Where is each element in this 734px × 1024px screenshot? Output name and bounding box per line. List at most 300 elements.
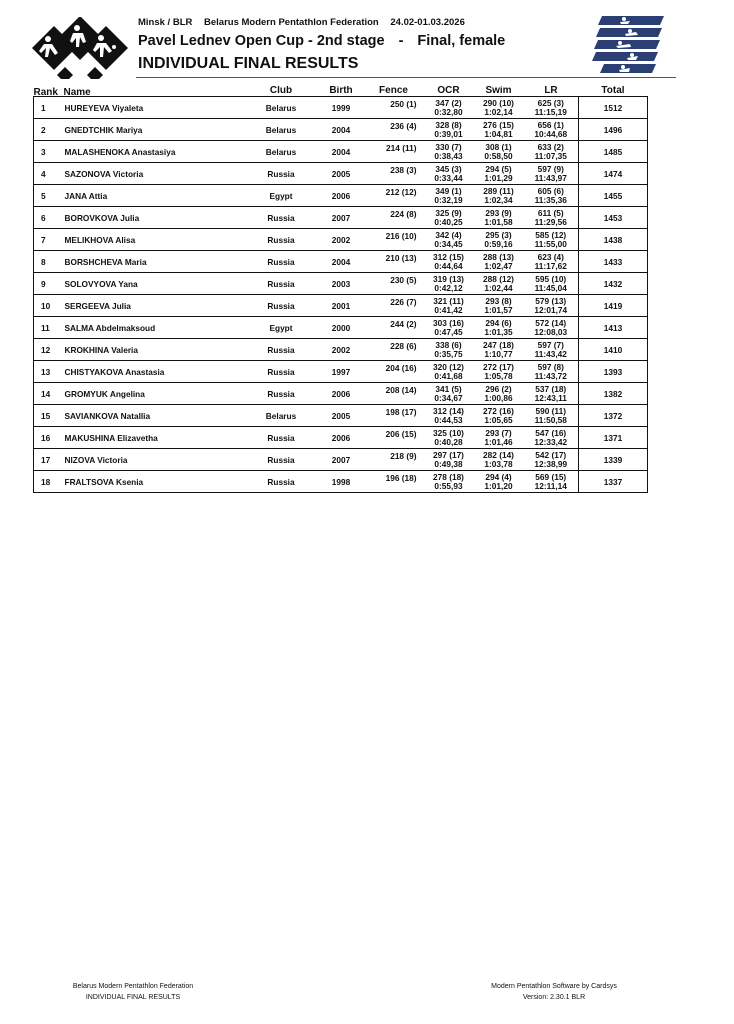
cell-lr xyxy=(524,361,579,383)
table-row xyxy=(34,119,648,141)
cell-rank: 8 xyxy=(34,251,64,273)
swim-points: 276 (15) xyxy=(483,120,514,130)
ocr-time: 0:32,80 xyxy=(434,106,463,117)
location: Minsk / BLR xyxy=(138,17,193,28)
table-row xyxy=(34,185,648,207)
col-header-fence: Fence xyxy=(364,86,424,97)
cell-fence: 238 (3) xyxy=(364,163,424,185)
footer-software: Modern Pentathlon Software by Cardsys xyxy=(491,983,617,990)
col-header-ocr: OCR xyxy=(424,86,474,97)
cell-ocr xyxy=(424,141,474,163)
cell-name: HUREYEVA Viyaleta xyxy=(64,97,244,119)
cell-ocr xyxy=(424,295,474,317)
swim-time: 1:05,78 xyxy=(484,370,513,381)
ocr-points: 303 (16) xyxy=(433,318,464,328)
ocr-points: 320 (12) xyxy=(433,362,464,372)
cell-ocr xyxy=(424,383,474,405)
cell-total: 1455 xyxy=(579,185,648,207)
cell-lr xyxy=(524,119,579,141)
table-row xyxy=(34,163,648,185)
cell-rank: 4 xyxy=(34,163,64,185)
table-row xyxy=(34,207,648,229)
table-row xyxy=(34,361,648,383)
cell-lr xyxy=(524,141,579,163)
table-row xyxy=(34,317,648,339)
col-header-lr: LR xyxy=(524,86,579,97)
cell-club: Russia xyxy=(244,449,319,471)
table-row xyxy=(34,273,648,295)
cell-swim xyxy=(474,361,524,383)
swim-time: 0:58,50 xyxy=(484,150,513,161)
swim-points: 288 (12) xyxy=(483,274,514,284)
ocr-points: 338 (6) xyxy=(435,340,462,350)
swim-time: 1:02,34 xyxy=(484,194,513,205)
swim-time: 1:03,78 xyxy=(484,458,513,469)
cell-name: SOLOVYOVA Yana xyxy=(64,273,244,295)
cell-club: Russia xyxy=(244,361,319,383)
lr-points: 633 (2) xyxy=(537,142,564,152)
lr-time: 11:43,97 xyxy=(534,172,567,183)
cell-rank: 1 xyxy=(34,97,64,119)
lr-points: 585 (12) xyxy=(535,230,567,240)
cell-club: Russia xyxy=(244,471,319,493)
ocr-points: 349 (1) xyxy=(435,186,462,196)
cell-birth: 2002 xyxy=(319,229,364,251)
col-header-club: Club xyxy=(244,86,319,97)
ocr-time: 0:39,01 xyxy=(434,128,463,139)
cell-rank: 16 xyxy=(34,427,64,449)
ocr-time: 0:47,45 xyxy=(434,326,463,337)
cell-total: 1410 xyxy=(579,339,648,361)
ocr-time: 0:44,53 xyxy=(434,414,463,425)
swim-time: 1:01,57 xyxy=(484,304,513,315)
cell-club: Russia xyxy=(244,163,319,185)
cell-club: Russia xyxy=(244,427,319,449)
cell-swim xyxy=(474,163,524,185)
lr-time: 10:44,68 xyxy=(534,128,568,139)
swim-points: 272 (16) xyxy=(483,406,514,416)
table-row xyxy=(34,427,648,449)
cell-name: JANA Attia xyxy=(64,185,244,207)
cell-swim xyxy=(474,471,524,493)
ocr-time: 0:34,45 xyxy=(434,238,463,249)
cell-lr xyxy=(524,383,579,405)
cell-lr xyxy=(524,273,579,295)
cell-name: MAKUSHINA Elizavetha xyxy=(64,427,244,449)
cell-club: Egypt xyxy=(244,317,319,339)
swim-time: 1:10,77 xyxy=(484,348,513,359)
lr-points: 590 (11) xyxy=(535,406,566,416)
col-header-name: Name xyxy=(64,86,244,97)
lr-time: 11:07,35 xyxy=(534,150,567,161)
cell-lr xyxy=(524,229,579,251)
cell-lr xyxy=(524,97,579,119)
cell-club: Russia xyxy=(244,229,319,251)
cell-ocr xyxy=(424,361,474,383)
swim-points: 294 (4) xyxy=(485,472,512,482)
cell-total: 1337 xyxy=(579,471,648,493)
footer-federation: Belarus Modern Pentathlon Federation xyxy=(72,983,194,990)
swim-points: 282 (14) xyxy=(483,450,514,460)
cell-fence: 210 (13) xyxy=(364,251,424,273)
lr-time: 11:35,36 xyxy=(534,194,567,205)
col-header-birth: Birth xyxy=(319,86,364,97)
footer-version: Version: 2.30.1 BLR xyxy=(522,994,586,1001)
ocr-points: 341 (5) xyxy=(435,384,462,394)
lr-time: 12:08,03 xyxy=(534,326,568,337)
cell-name: SAZONOVA Victoria xyxy=(64,163,244,185)
swim-time: 1:04,81 xyxy=(484,128,513,139)
ocr-points: 297 (17) xyxy=(433,450,464,460)
cell-ocr xyxy=(424,229,474,251)
cell-birth: 2006 xyxy=(319,427,364,449)
table-row xyxy=(34,97,648,119)
cell-club: Russia xyxy=(244,295,319,317)
cell-swim xyxy=(474,427,524,449)
lr-time: 12:33,42 xyxy=(534,436,568,447)
swim-points: 290 (10) xyxy=(483,98,514,108)
cell-fence: 204 (16) xyxy=(364,361,424,383)
federation-name: Belarus Modern Pentathlon Federation xyxy=(204,17,379,28)
ocr-points: 325 (9) xyxy=(435,208,462,218)
cell-club: Russia xyxy=(244,273,319,295)
ocr-points: 345 (3) xyxy=(435,164,462,174)
table-header-row xyxy=(34,86,648,97)
cell-ocr xyxy=(424,207,474,229)
cell-total: 1371 xyxy=(579,427,648,449)
cell-club: Belarus xyxy=(244,405,319,427)
cell-fence: 224 (8) xyxy=(364,207,424,229)
cell-rank: 13 xyxy=(34,361,64,383)
lr-time: 11:43,72 xyxy=(534,370,567,381)
cell-total: 1393 xyxy=(579,361,648,383)
cell-lr xyxy=(524,405,579,427)
swim-time: 1:02,44 xyxy=(484,282,513,293)
cell-club: Belarus xyxy=(244,97,319,119)
competition-name: Pavel Lednev Open Cup - 2nd stage xyxy=(138,33,385,49)
lr-time: 12:43,11 xyxy=(534,392,567,403)
event-name: Final, female xyxy=(417,33,506,49)
cell-rank: 14 xyxy=(34,383,64,405)
cell-total: 1339 xyxy=(579,449,648,471)
cell-name: GROMYUK Angelina xyxy=(64,383,244,405)
lr-time: 12:11,14 xyxy=(534,480,567,491)
lr-time: 11:55,00 xyxy=(534,238,567,249)
results-table xyxy=(33,86,648,493)
table-row xyxy=(34,229,648,251)
cell-club: Russia xyxy=(244,339,319,361)
cell-ocr xyxy=(424,185,474,207)
ocr-time: 0:34,67 xyxy=(434,392,463,403)
lr-time: 11:29,56 xyxy=(534,216,567,227)
cell-swim xyxy=(474,273,524,295)
cell-ocr xyxy=(424,339,474,361)
col-header-rank: Rank xyxy=(34,86,64,97)
cell-total: 1372 xyxy=(579,405,648,427)
cell-name: BORSHCHEVA Maria xyxy=(64,251,244,273)
cell-fence: 236 (4) xyxy=(364,119,424,141)
lr-time: 11:43,42 xyxy=(534,348,567,359)
competition-title xyxy=(138,33,505,49)
cell-total: 1474 xyxy=(579,163,648,185)
cell-swim xyxy=(474,405,524,427)
lr-time: 11:15,19 xyxy=(534,106,567,117)
cell-rank: 11 xyxy=(34,317,64,339)
swim-time: 1:02,14 xyxy=(484,106,513,117)
lr-time: 11:17,62 xyxy=(534,260,567,271)
cell-rank: 7 xyxy=(34,229,64,251)
cell-swim xyxy=(474,97,524,119)
cell-fence: 230 (5) xyxy=(364,273,424,295)
cell-total: 1485 xyxy=(579,141,648,163)
cell-fence: 214 (11) xyxy=(364,141,424,163)
lr-points: 625 (3) xyxy=(537,98,564,108)
lr-points: 542 (17) xyxy=(535,450,567,460)
cell-rank: 18 xyxy=(34,471,64,493)
cell-swim xyxy=(474,119,524,141)
header-meta xyxy=(138,17,474,28)
cell-total: 1413 xyxy=(579,317,648,339)
cell-fence: 212 (12) xyxy=(364,185,424,207)
cell-lr xyxy=(524,339,579,361)
swim-points: 296 (2) xyxy=(485,384,512,394)
ocr-points: 312 (15) xyxy=(433,252,464,262)
table-row xyxy=(34,251,648,273)
ocr-time: 0:42,12 xyxy=(434,282,463,293)
footer-left xyxy=(68,981,198,1003)
swim-points: 272 (17) xyxy=(483,362,514,372)
ocr-time: 0:55,93 xyxy=(434,480,463,491)
ocr-time: 0:44,64 xyxy=(434,260,463,271)
cell-fence: 226 (7) xyxy=(364,295,424,317)
cell-swim xyxy=(474,317,524,339)
cell-lr xyxy=(524,317,579,339)
cell-birth: 2007 xyxy=(319,449,364,471)
lr-time: 12:01,74 xyxy=(534,304,568,315)
cell-swim xyxy=(474,339,524,361)
swim-points: 308 (1) xyxy=(485,142,512,152)
table-row xyxy=(34,339,648,361)
ocr-time: 0:41,42 xyxy=(434,304,463,315)
ocr-time: 0:32,19 xyxy=(434,194,463,205)
cell-total: 1512 xyxy=(579,97,648,119)
swim-time: 1:02,47 xyxy=(484,260,513,271)
swim-points: 294 (6) xyxy=(485,318,512,328)
cell-ocr xyxy=(424,163,474,185)
ocr-time: 0:38,43 xyxy=(434,150,463,161)
cell-rank: 9 xyxy=(34,273,64,295)
ocr-points: 278 (18) xyxy=(433,472,464,482)
cell-ocr xyxy=(424,97,474,119)
cell-birth: 2003 xyxy=(319,273,364,295)
lr-time: 11:50,58 xyxy=(534,414,567,425)
lr-points: 597 (8) xyxy=(537,362,564,372)
cell-swim xyxy=(474,449,524,471)
cell-rank: 15 xyxy=(34,405,64,427)
cell-club: Russia xyxy=(244,251,319,273)
cell-birth: 2002 xyxy=(319,339,364,361)
cell-swim xyxy=(474,141,524,163)
cell-fence: 198 (17) xyxy=(364,405,424,427)
cell-name: NIZOVA Victoria xyxy=(64,449,244,471)
cell-birth: 2005 xyxy=(319,163,364,185)
swim-points: 289 (11) xyxy=(483,186,514,196)
cell-club: Belarus xyxy=(244,119,319,141)
cell-name: SERGEEVA Julia xyxy=(64,295,244,317)
cell-lr xyxy=(524,207,579,229)
swim-points: 294 (5) xyxy=(485,164,512,174)
lr-points: 579 (13) xyxy=(535,296,567,306)
table-row xyxy=(34,141,648,163)
cell-rank: 12 xyxy=(34,339,64,361)
ocr-points: 330 (7) xyxy=(435,142,462,152)
swim-time: 1:05,65 xyxy=(484,414,513,425)
swim-points: 295 (3) xyxy=(485,230,512,240)
cell-swim xyxy=(474,207,524,229)
cell-fence: 196 (18) xyxy=(364,471,424,493)
table-row xyxy=(34,405,648,427)
cell-name: BOROVKOVA Julia xyxy=(64,207,244,229)
cell-ocr xyxy=(424,273,474,295)
ocr-time: 0:40,25 xyxy=(434,216,463,227)
cell-fence: 208 (14) xyxy=(364,383,424,405)
cell-lr xyxy=(524,471,579,493)
swim-time: 1:01,29 xyxy=(484,172,513,183)
cell-ocr xyxy=(424,471,474,493)
cell-name: SAVIANKOVA Natallia xyxy=(64,405,244,427)
cell-lr xyxy=(524,185,579,207)
cell-rank: 3 xyxy=(34,141,64,163)
cell-total: 1382 xyxy=(579,383,648,405)
ocr-points: 325 (10) xyxy=(433,428,464,438)
table-row xyxy=(34,471,648,493)
report-title: INDIVIDUAL FINAL RESULTS xyxy=(138,55,359,72)
cell-club: Egypt xyxy=(244,185,319,207)
cell-ocr xyxy=(424,427,474,449)
cell-birth: 2004 xyxy=(319,119,364,141)
cell-swim xyxy=(474,229,524,251)
cell-rank: 6 xyxy=(34,207,64,229)
cell-name: KROKHINA Valeria xyxy=(64,339,244,361)
cell-swim xyxy=(474,185,524,207)
cell-birth: 2006 xyxy=(319,383,364,405)
cell-birth: 1999 xyxy=(319,97,364,119)
title-separator: - xyxy=(398,33,404,49)
cell-swim xyxy=(474,383,524,405)
swim-time: 1:01,20 xyxy=(484,480,513,491)
cell-birth: 2007 xyxy=(319,207,364,229)
lr-points: 611 (5) xyxy=(537,208,564,218)
lr-time: 12:38,99 xyxy=(534,458,568,469)
col-header-swim: Swim xyxy=(474,86,524,97)
cell-ocr xyxy=(424,119,474,141)
cell-ocr xyxy=(424,317,474,339)
results-body xyxy=(34,97,648,493)
cell-name: MALASHENOKA Anastasiya xyxy=(64,141,244,163)
ocr-time: 0:41,68 xyxy=(434,370,463,381)
cell-birth: 2004 xyxy=(319,141,364,163)
cell-birth: 2005 xyxy=(319,405,364,427)
swim-points: 293 (8) xyxy=(485,296,512,306)
cell-swim xyxy=(474,251,524,273)
cell-name: SALMA Abdelmaksoud xyxy=(64,317,244,339)
cell-birth: 2001 xyxy=(319,295,364,317)
table-row xyxy=(34,383,648,405)
swim-points: 247 (18) xyxy=(483,340,514,350)
cell-lr xyxy=(524,449,579,471)
ocr-points: 328 (8) xyxy=(435,120,462,130)
cell-birth: 2000 xyxy=(319,317,364,339)
lr-points: 569 (15) xyxy=(535,472,567,482)
ocr-points: 319 (13) xyxy=(433,274,464,284)
lr-points: 572 (14) xyxy=(535,318,567,328)
lr-points: 595 (10) xyxy=(535,274,567,284)
cell-fence: 216 (10) xyxy=(364,229,424,251)
cell-birth: 1997 xyxy=(319,361,364,383)
cell-lr xyxy=(524,163,579,185)
federation-logo xyxy=(28,17,132,79)
swim-points: 293 (7) xyxy=(485,428,512,438)
table-row xyxy=(34,449,648,471)
lr-points: 656 (1) xyxy=(537,120,564,130)
ocr-points: 347 (2) xyxy=(435,98,462,108)
cell-birth: 1998 xyxy=(319,471,364,493)
ocr-time: 0:49,38 xyxy=(434,458,463,469)
lr-points: 605 (6) xyxy=(537,186,564,196)
cell-rank: 17 xyxy=(34,449,64,471)
swim-time: 1:01,58 xyxy=(484,216,513,227)
cell-club: Belarus xyxy=(244,141,319,163)
lr-points: 623 (4) xyxy=(537,252,564,262)
cell-name: CHISTYAKOVA Anastasia xyxy=(64,361,244,383)
ocr-points: 321 (11) xyxy=(433,296,464,306)
swim-points: 288 (13) xyxy=(483,252,514,262)
table-row xyxy=(34,295,648,317)
cell-ocr xyxy=(424,405,474,427)
swim-time: 0:59,16 xyxy=(484,238,513,249)
cell-rank: 10 xyxy=(34,295,64,317)
lr-points: 597 (9) xyxy=(537,164,564,174)
sports-logo xyxy=(590,14,668,76)
cell-total: 1432 xyxy=(579,273,648,295)
cell-rank: 5 xyxy=(34,185,64,207)
cell-ocr xyxy=(424,449,474,471)
cell-name: FRALTSOVA Ksenia xyxy=(64,471,244,493)
swim-time: 1:01,46 xyxy=(484,436,513,447)
competition-dates: 24.02-01.03.2026 xyxy=(390,17,465,28)
cell-total: 1419 xyxy=(579,295,648,317)
ocr-points: 342 (4) xyxy=(435,230,462,240)
cell-lr xyxy=(524,295,579,317)
ocr-time: 0:40,28 xyxy=(434,436,463,447)
cell-fence: 218 (9) xyxy=(364,449,424,471)
cell-total: 1453 xyxy=(579,207,648,229)
cell-birth: 2006 xyxy=(319,185,364,207)
footer-right xyxy=(491,981,617,1003)
cell-fence: 206 (15) xyxy=(364,427,424,449)
cell-birth: 2004 xyxy=(319,251,364,273)
header-divider xyxy=(136,77,676,78)
lr-time: 11:45,04 xyxy=(534,282,567,293)
lr-points: 597 (7) xyxy=(537,340,564,350)
ocr-time: 0:35,75 xyxy=(434,348,463,359)
ocr-points: 312 (14) xyxy=(433,406,464,416)
cell-rank: 2 xyxy=(34,119,64,141)
ocr-time: 0:33,44 xyxy=(434,172,463,183)
cell-name: MELIKHOVA Alisa xyxy=(64,229,244,251)
cell-club: Russia xyxy=(244,207,319,229)
cell-swim xyxy=(474,295,524,317)
